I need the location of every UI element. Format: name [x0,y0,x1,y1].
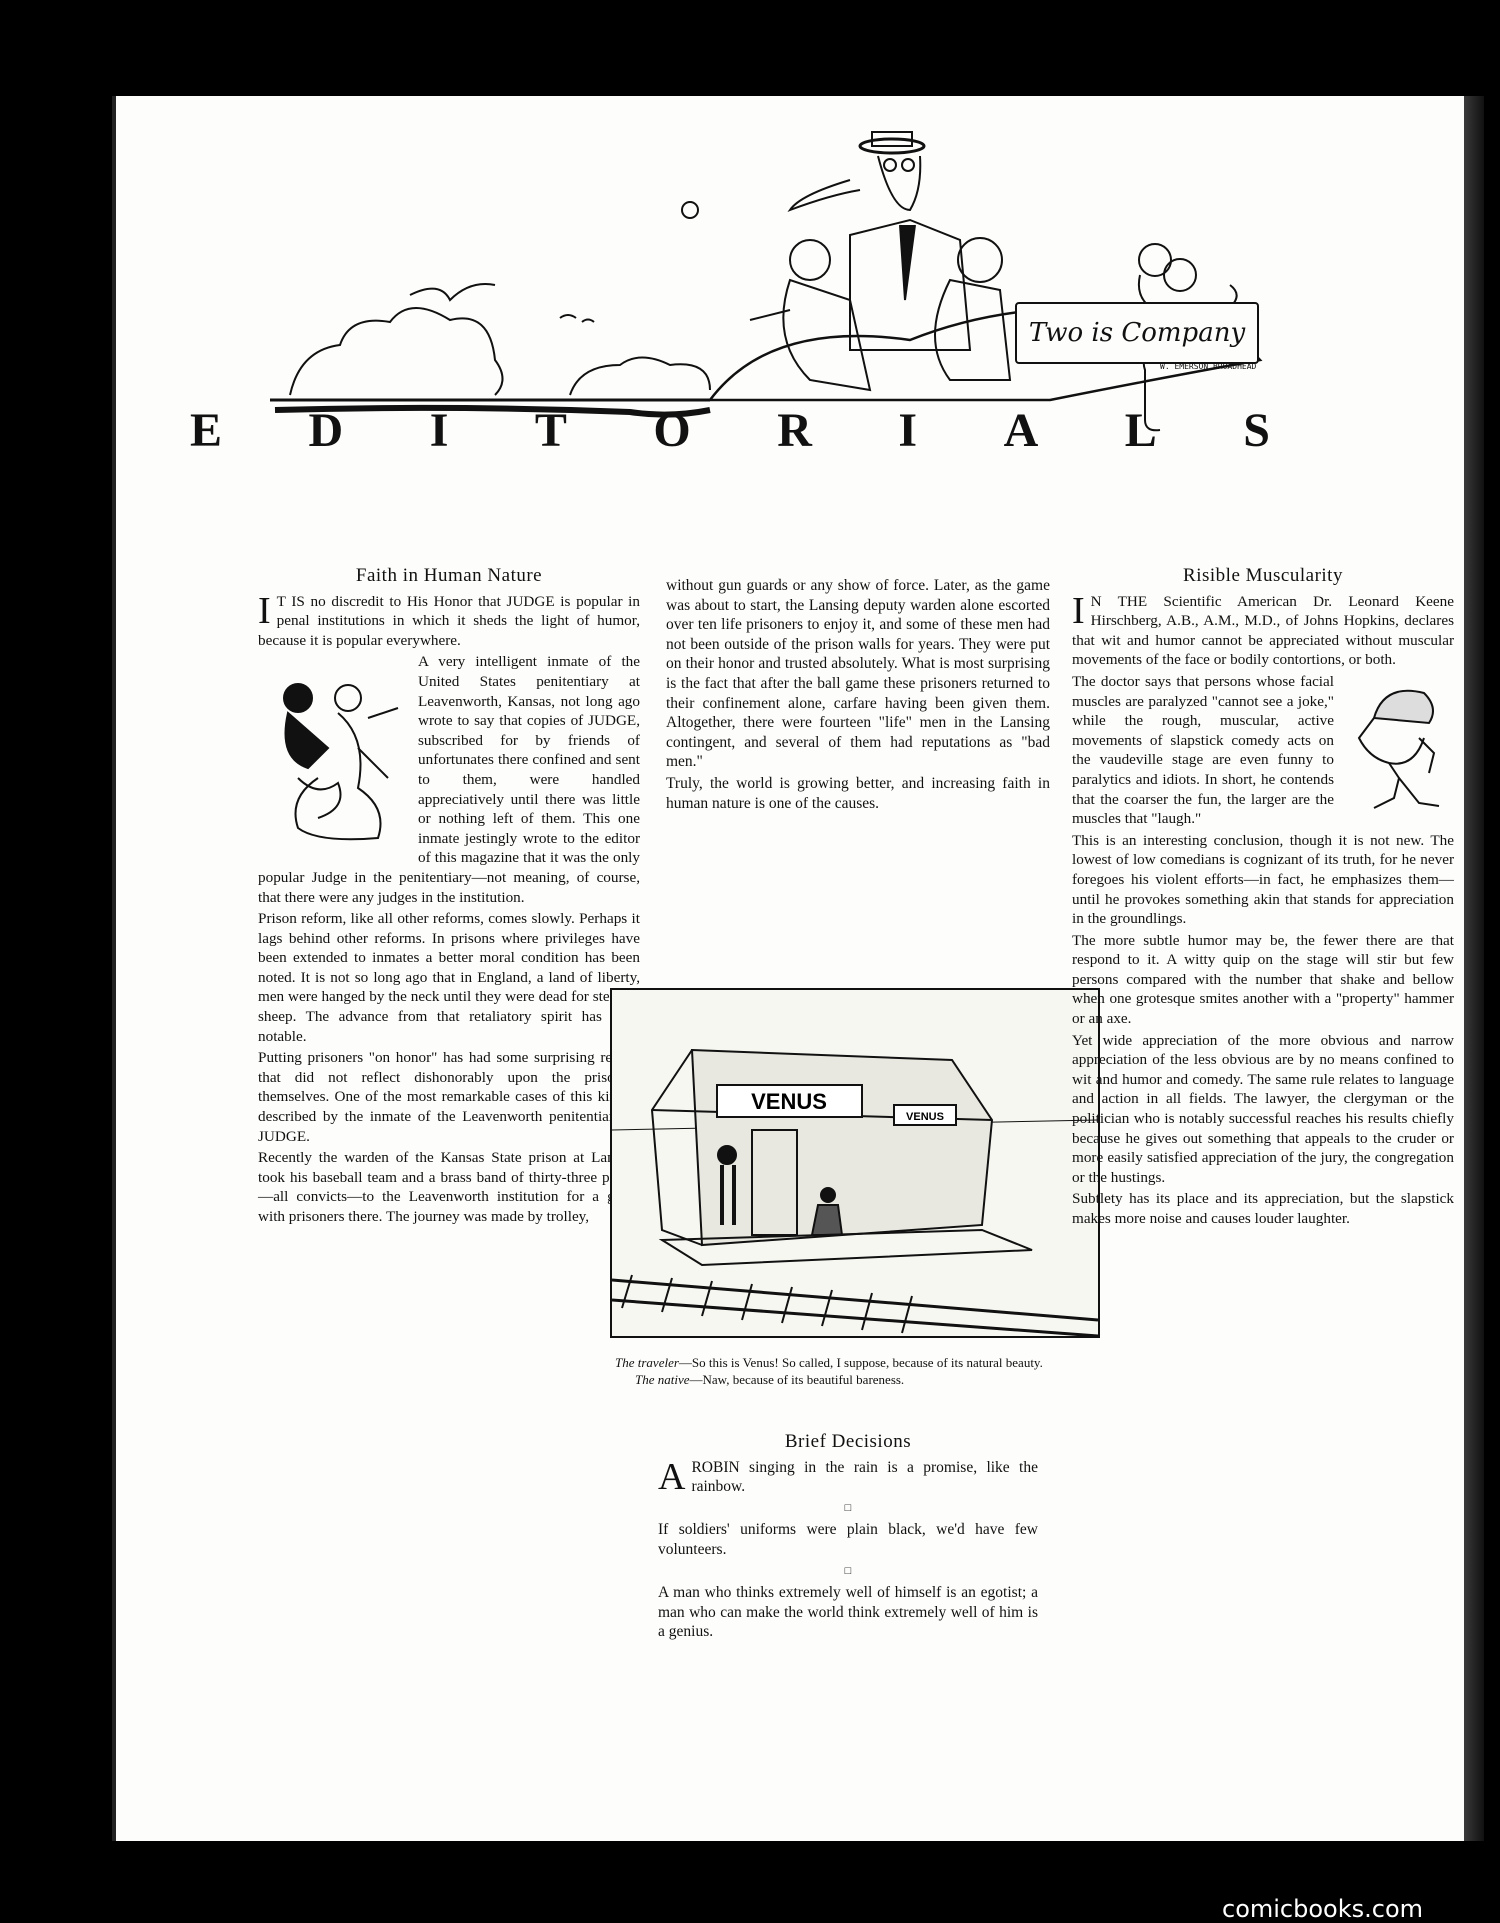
article-paragraph: The more subtle humor may be, the fewer there are that respond to it. A witty quip on the stage will stir but few persons compared with the number that shake and bellow when one grotesque smites another with a "property" hammer or an axe. [1072,931,1454,1028]
article-paragraph: The doctor says that persons whose facial muscles are paralyzed "cannot see a joke," while the rough, muscular, active movements of slapstick comedy acts on the vaudeville stage are even funny to paralytics and idiots. In short, he contends that the coarser the fun, the larger are the muscles that "laugh." [1072,672,1334,828]
masthead-letter: T [534,403,567,457]
separator: □ [844,1564,852,1577]
laughing-man-illustration [1344,678,1454,818]
illustration-caption [615,1354,1101,1388]
article-paragraph [658,1455,1038,1498]
masthead-letter: R [777,403,812,457]
masthead-letter: O [653,403,691,457]
sign-venus-small: VENUS [906,1111,944,1123]
page-spine [1464,96,1484,1841]
masthead-letter: L [1124,403,1157,457]
article-paragraph [258,589,640,651]
article-paragraph: Truly, the world is growing better, and increasing faith in human nature is one of the causes. [666,774,1050,812]
article-title: Brief Decisions [784,1431,912,1452]
paragraph-text: ROBIN singing in the rain is a promise, like the rainbow. [691,1458,1038,1496]
drop-cap: I [1072,589,1085,632]
drop-cap: A [658,1455,686,1498]
venus-station-illustration [610,988,1100,1338]
masthead-letter: A [1003,403,1039,457]
masthead-letter: S [1243,403,1270,457]
article-title: Faith in Human Nature [355,565,543,586]
masthead-letter: D [308,403,344,457]
article-paragraph: Subtlety has its place and its appreciation, but the slapstick makes more noise and causes louder laughter. [1072,1190,1454,1227]
article-paragraph: without gun guards or any show of force. Later, as the game was about to start, the Lansing deputy warden alone escorted over ten life prisoners to enjoy it, and some of these men had not been outside of the prison walls for years. They were put on their honor and trusted absolutely. What is most surprising is the fact that after the ball game these prisoners returned to their confinement alone, carfare having been given them. Altogether, there were fourteen "life" men in the Lansing contingent, and several of them had reputations as "bad men." [666,577,1050,771]
article-paragraph: If soldiers' uniforms were plain black, we'd have few volunteers. [658,1521,1038,1558]
paragraph-text: T IS no discredit to His Honor that JUDGE is popular in penal institutions in which it sheds the light of humor, because it is popular everywhere. [258,592,640,649]
column-faith-in-human-nature [258,566,640,1229]
article-title: Risible Muscularity [1183,565,1343,586]
column-risible-muscularity [1072,566,1454,1231]
couple-illustration [258,658,408,848]
caption-text: —Naw, because of its beautiful bareness. [689,1372,905,1387]
caption-speaker: The native [635,1372,690,1387]
article-paragraph: A very intelligent inmate of the United States penitentiary at Leavenworth, Kansas, not long ago wrote to say that copies of JUDGE, subscribed for by friends of unfortunates there confined and sent to them, were handled appreciatively until there was little or nothing left of them. This one inmate jestingly wrote to the editor of this magazine that it was the only popular Judge in the penitentiary—not meaning, of course, that there were any judges in the institution. [258,653,640,906]
masthead-letter: I [898,403,918,457]
article-paragraph: Prison reform, like all other reforms, comes slowly. Perhaps it lags behind other reforms. In prisons where privileges have been extended to inmates a better moral condition has been noted. It is not so long ago that in England, a land of liberty, men were hanged by the neck until they were dead for stealing sheep. The advance from that retaliatory spirit has been notable. [258,910,640,1045]
drop-cap: I [258,589,271,632]
separator: □ [844,1501,852,1514]
masthead-letter: I [429,403,449,457]
article-paragraph: This is an interesting conclusion, though it is not new. The lowest of low comedians is cognizant of its truth, for he never foregoes his violent efforts—in fact, he emphasizes them—until he provokes something akin that stands for appreciation in the groundlings. [1072,831,1454,928]
watermark: comicbooks.com [1222,1895,1424,1923]
column-middle [666,576,1050,815]
article-paragraph: Recently the warden of the Kansas State prison at Lansing took his baseball team and a brass band of thirty-three pieces—all convicts—to the Leavenworth institution for a game with prisoners there. The journey was made by trolley, [258,1149,640,1225]
cartouche-title: Two is Company [1015,302,1259,364]
caption-text: —So this is Venus! So called, I suppose, because of its natural beauty. [678,1355,1043,1370]
caption-speaker: The traveler [615,1355,679,1370]
article-paragraph: Yet wide appreciation of the more obvious and narrow appreciation of the less obvious are by no means confined to wit and humor and comedy. The same rule relates to language and action in all fields. The lawyer, the clergyman or the politician who is notably successful reaches his results chiefly because he gives out something that appeals to the cruder or more easily satisfied appreciation of the jury, the congregation or the hustings. [1072,1031,1454,1186]
masthead [190,398,1270,462]
article-paragraph: Putting prisoners "on honor" has had some surprising results that did not reflect dishonorably upon the prisoners themselves. One of the most remarkable cases of this kind is described by the inmate of the Leavenworth penitentiary to JUDGE. [258,1049,640,1145]
artist-signature: W. EMERSON BROADHEAD [1160,362,1257,371]
masthead-letter: E [190,403,223,457]
sign-venus-large: VENUS [751,1089,827,1114]
paragraph-text: N THE Scientific American Dr. Leonard Keene Hirschberg, A.B., A.M., M.D., of Johns Hopkins, declares that wit and humor cannot be appreciated without muscular movements of the face or bodily contortions, or both. [1072,592,1454,669]
article-paragraph [1072,589,1454,670]
article-paragraph: A man who thinks extremely well of himself is an egotist; a man who can make the world think extremely well of him is a genius. [658,1584,1038,1641]
column-brief-decisions [658,1432,1038,1644]
